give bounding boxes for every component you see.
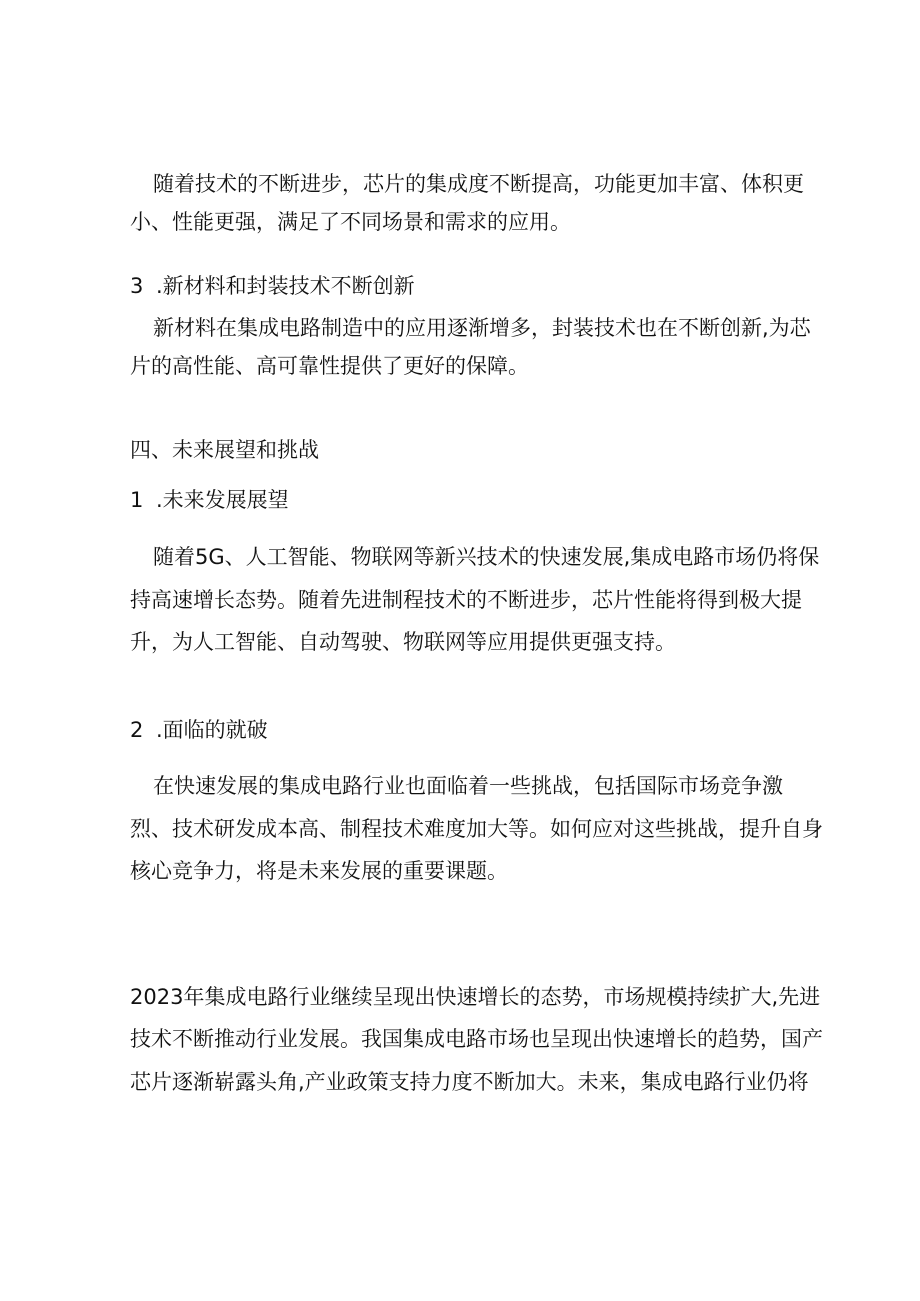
section-title: 四、未来展望和挑战	[130, 438, 319, 462]
paragraph-line: 片的高性能、高可靠性提供了更好的保障。	[130, 354, 529, 378]
subheading-text: .新材料和封装技术不断创新	[156, 274, 415, 298]
subheading-number: 2	[130, 718, 144, 742]
subheading-future-outlook	[130, 486, 289, 514]
paragraph-line: 随着技术的不断进步，芯片的集成度不断提高，功能更加丰富、体积更	[153, 172, 804, 196]
subheading-text: .面临的就破	[156, 718, 268, 742]
paragraph-line: 核心竞争力，将是未来发展的重要课题。	[130, 859, 508, 883]
paragraph-line: 升，为人工智能、自动驾驶、物联网等应用提供更强支持。	[130, 630, 676, 654]
paragraph-line: 小、性能更强，满足了不同场景和需求的应用。	[130, 210, 571, 234]
paragraph-line: 在快速发展的集成电路行业也面临着一些挑战，包括国际市场竞争激	[153, 774, 783, 798]
paragraph-line: 新材料在集成电路制造中的应用逐渐增多，封装技术也在不断创新,为芯	[153, 316, 811, 340]
paragraph-line: 芯片逐渐崭露头角,产业政策支持力度不断加大。未来，集成电路行业仍将	[130, 1070, 809, 1094]
paragraph-line: 技术不断推动行业发展。我国集成电路市场也呈现出快速增长的趋势，国产	[130, 1027, 823, 1051]
subheading-new-materials	[130, 272, 415, 300]
subheading-number: 1	[130, 488, 144, 512]
subheading-text: .未来发展展望	[156, 488, 289, 512]
paragraph-line: 烈、技术研发成本高、制程技术难度加大等。如何应对这些挑战，提升自身	[130, 817, 823, 841]
paragraph-line: 2023年集成电路行业继续呈现出快速增长的态势，市场规模持续扩大,先进	[130, 985, 821, 1009]
paragraph-line: 持高速增长态势。随着先进制程技术的不断进步，芯片性能将得到极大提	[130, 588, 802, 612]
subheading-number: 3	[130, 274, 144, 298]
subheading-challenges	[130, 716, 268, 744]
paragraph-line: 随着5G、人工智能、物联网等新兴技术的快速发展,集成电路市场仍将保	[153, 545, 820, 569]
